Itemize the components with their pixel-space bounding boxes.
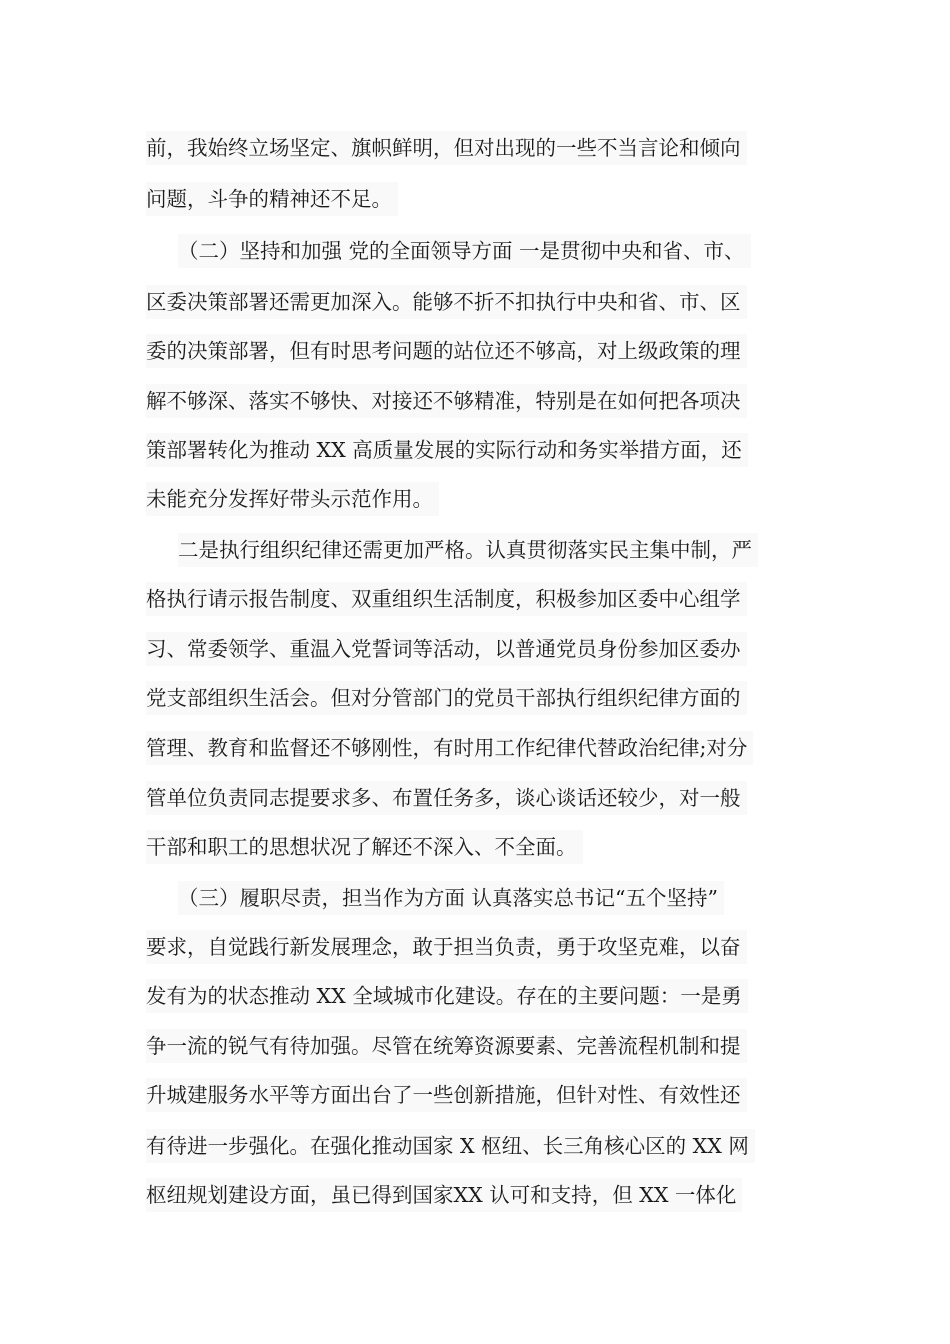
text-line-15: 干部和职工的思想状况了解还不深入、不全面。 (146, 830, 583, 864)
text-line-12: 党支部组织生活会。但对分管部门的党员干部执行组织纪律方面的 (146, 681, 747, 715)
text-line-5: 委的决策部署，但有时思考问题的站位还不够高，对上级政策的理 (146, 334, 747, 368)
text-line-10: 格执行请示报告制度、双重组织生活制度，积极参加区委中心组学 (146, 582, 747, 616)
text-line-7: 策部署转化为推动 XX 高质量发展的实际行动和务实举措方面，还 (146, 433, 748, 467)
paragraph-2-first-line: 二是执行组织纪律还需更加严格。认真贯彻落实民主集中制，严 (178, 533, 758, 567)
text-line-21: 有待进一步强化。在强化推动国家 X 枢纽、长三角核心区的 XX 网 (146, 1129, 755, 1163)
text-line-14: 管单位负责同志提要求多、布置任务多，谈心谈话还较少，对一般 (146, 781, 747, 815)
text-line-17: 要求，自觉践行新发展理念，敢于担当负责，勇于攻坚克难，以奋 (146, 930, 747, 964)
text-line-22: 枢纽规划建设方面，虽已得到国家XX 认可和支持，但 XX 一体化 (146, 1178, 742, 1212)
text-line-8: 未能充分发挥好带头示范作用。 (146, 482, 439, 516)
text-line-2: 问题，斗争的精神还不足。 (146, 182, 398, 216)
section-3-heading-line: （三）履职尽责，担当作为方面 认真落实总书记“五个坚持” (178, 881, 724, 915)
text-line-1: 前，我始终立场坚定、旗帜鲜明，但对出现的一些不当言论和倾向 (146, 131, 747, 165)
text-line-13: 管理、教育和监督还不够刚性，有时用工作纪律代替政治纪律;对分 (146, 731, 753, 765)
text-line-18: 发有为的状态推动 XX 全域城市化建设。存在的主要问题：一是勇 (146, 979, 748, 1013)
text-line-4: 区委决策部署还需更加深入。能够不折不扣执行中央和省、市、区 (146, 285, 747, 319)
text-line-6: 解不够深、落实不够快、对接还不够精准，特别是在如何把各项决 (146, 384, 747, 418)
text-line-20: 升城建服务水平等方面出台了一些创新措施，但针对性、有效性还 (146, 1078, 747, 1112)
section-2-heading-line: （二）坚持和加强 党的全面领导方面 一是贯彻中央和省、市、 (178, 234, 751, 268)
text-line-19: 争一流的锐气有待加强。尽管在统筹资源要素、完善流程机制和提 (146, 1029, 747, 1063)
text-line-11: 习、常委领学、重温入党誓词等活动，以普通党员身份参加区委办 (146, 632, 747, 666)
